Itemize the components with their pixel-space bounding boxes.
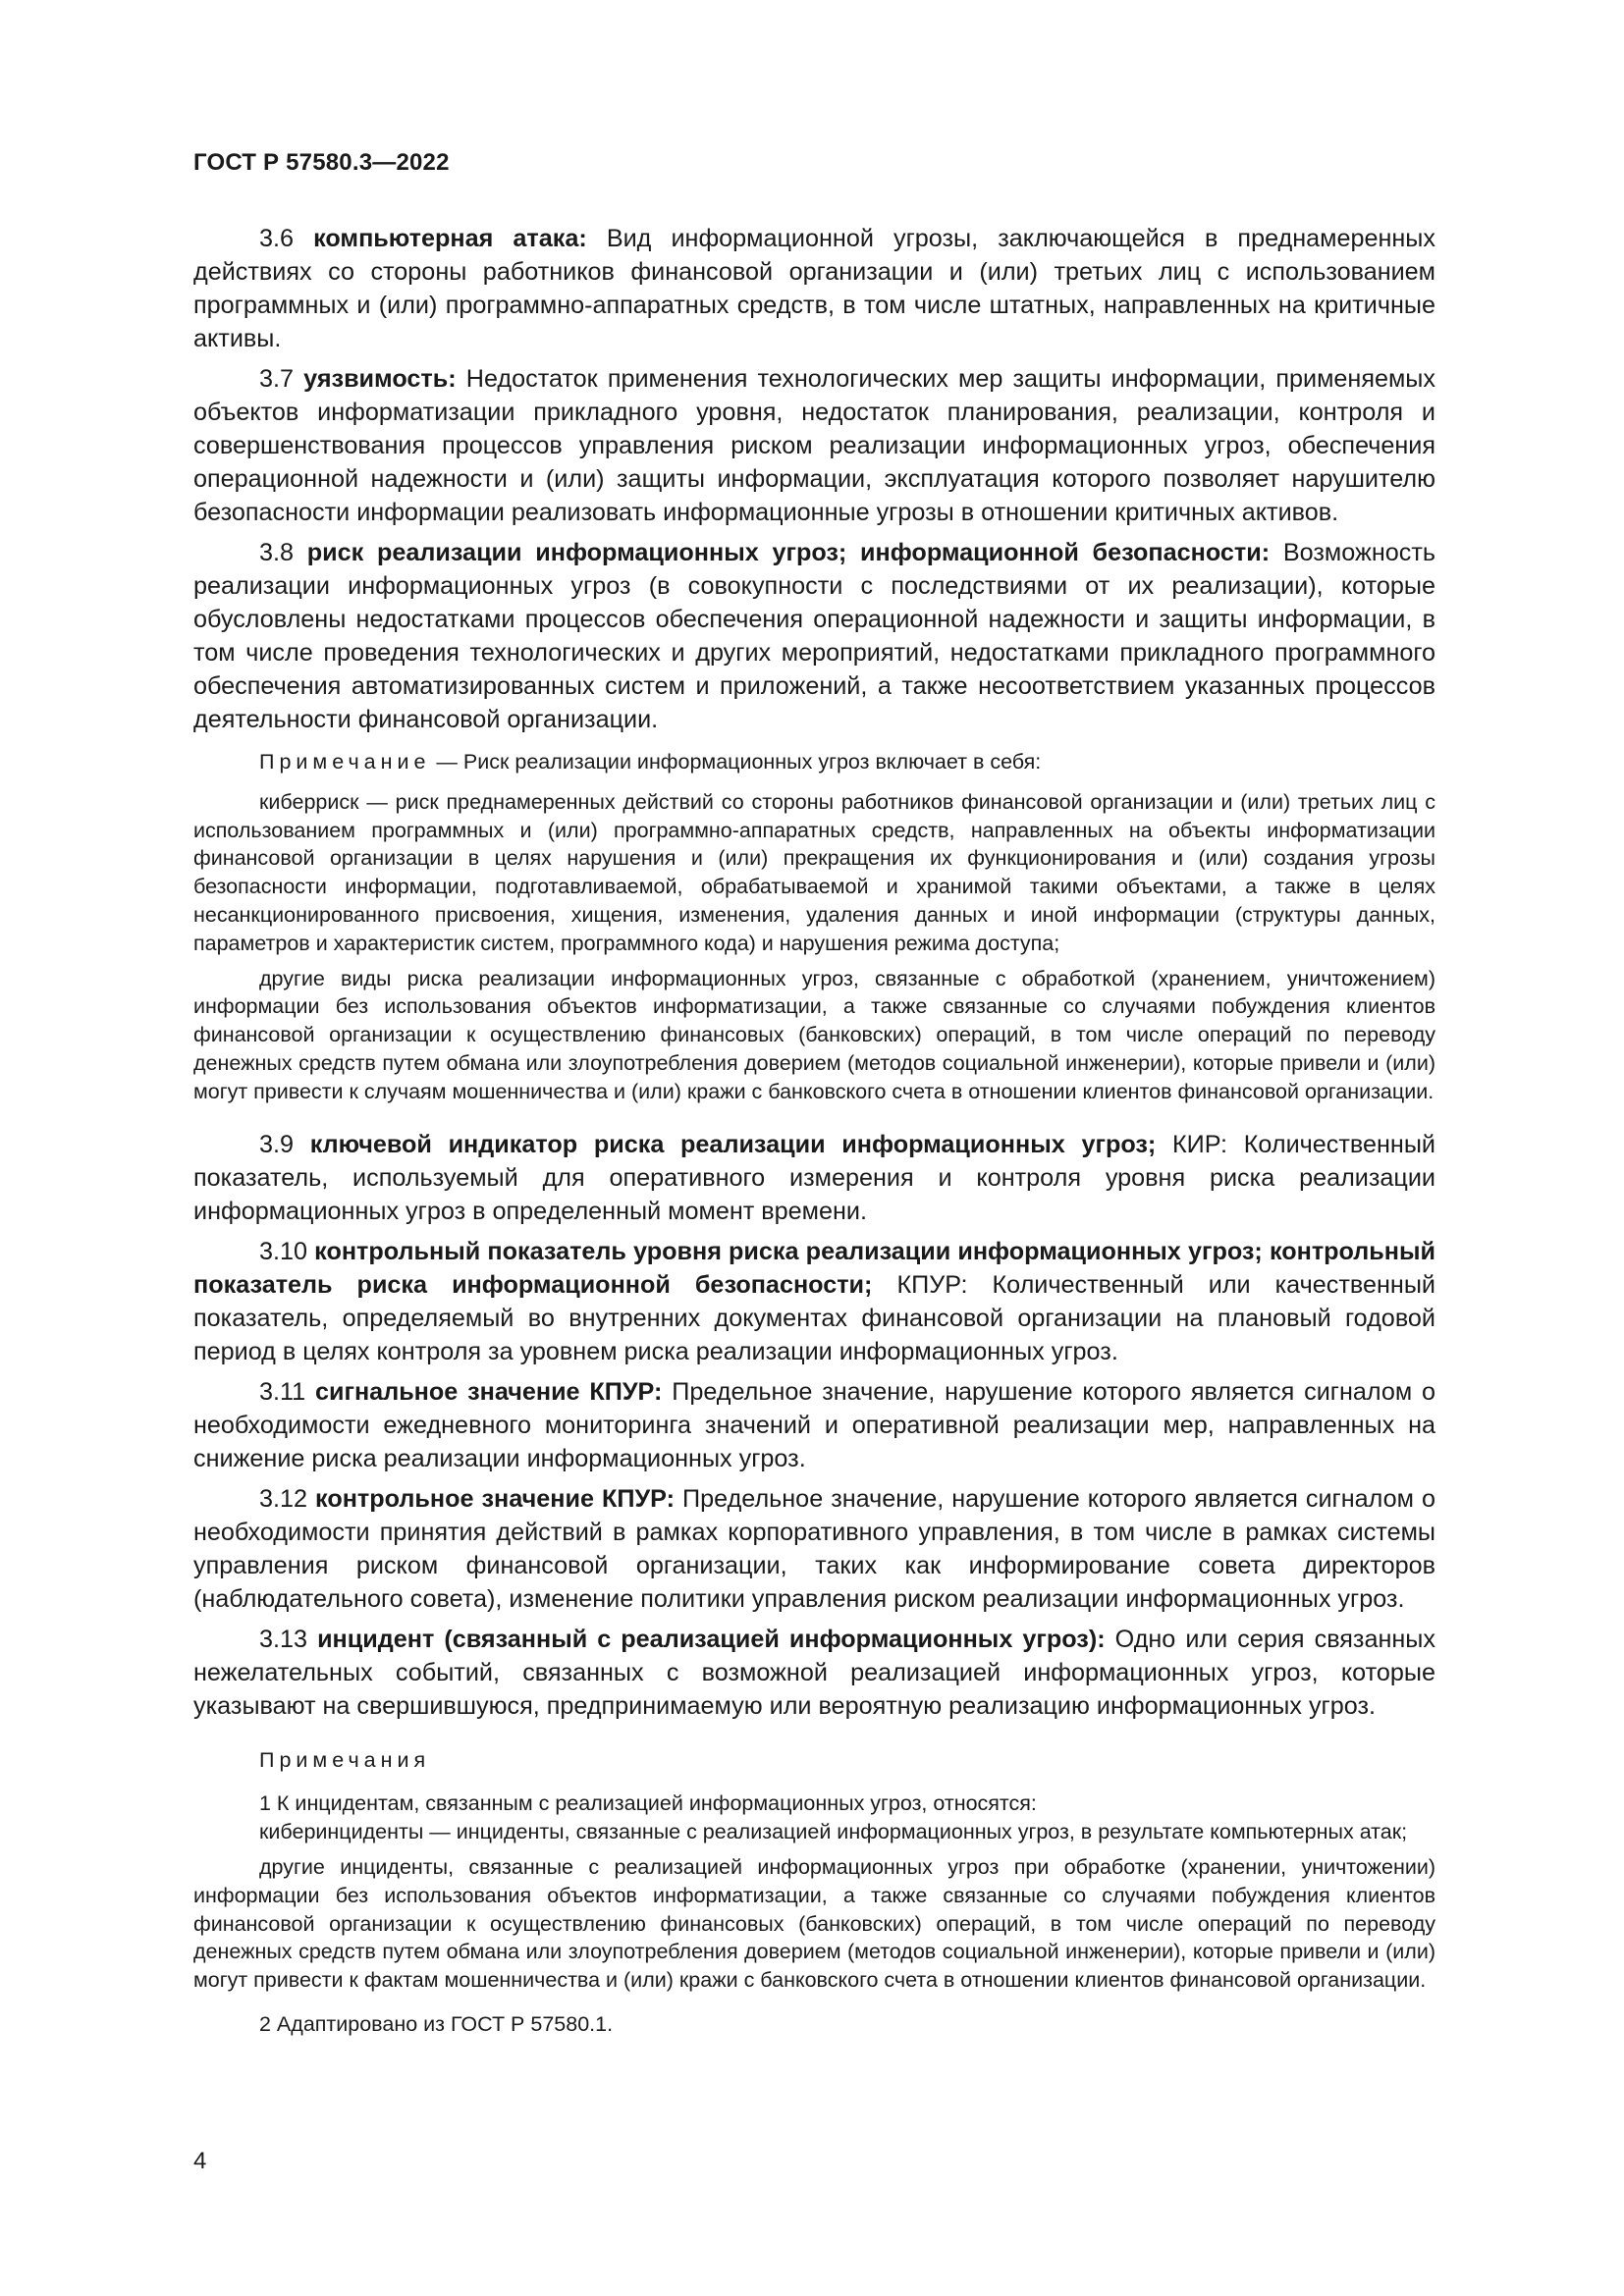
- term: сигнальное значение КПУР:: [314, 1377, 663, 1406]
- term: контрольный показатель уровня риска реализации информационных угроз; контрольный показатель риска информационной безопасности;: [193, 1237, 1435, 1299]
- note-risk: Примечание — Риск реализации информационных угроз включает в себя:: [259, 750, 1042, 774]
- document-body: [193, 222, 1435, 2039]
- term: уязвимость:: [303, 365, 457, 393]
- term: ключевой индикатор риска реализации информационных угроз;: [309, 1130, 1157, 1158]
- term: компьютерная атака:: [313, 225, 587, 252]
- note-incidents-1b: другие инциденты, связанные с реализацией информационных угроз при обработке (хранении, уничтожении) информации без использования объектов информатизации, а также связанные со случаями побуждения клиентов финансовой организации к осуществлению финансовых (банковских) операций, в том числе операций по переводу денежных средств путем обмана или злоупотребления доверием (методов социальной инженерии), которые привели и (или) могут привести к фактам мошенничества и (или) кражи с банковского счета в отношении клиентов финансовой организации.: [193, 1854, 1435, 1993]
- definition-3-6: 3.6 компьютерная атака: Вид информационной угрозы, заключающейся в преднамеренных действиях со стороны работников финансовой организации и (или) третьих лиц с использованием программных и (или) программно-аппаратных средств, в том числе штатных, направленных на критичные активы.: [193, 225, 1436, 352]
- term: контрольное значение КПУР:: [315, 1484, 675, 1513]
- document-header: ГОСТ Р 57580.3—2022: [193, 149, 450, 176]
- note-incidents-2: 2 Адаптировано из ГОСТ Р 57580.1.: [259, 2011, 614, 2036]
- definition-3-10: 3.10 контрольный показатель уровня риска реализации информационных угроз; контрольный показатель риска информационной безопасности; КПУР: Количественный или качественный показатель, определяемый во внутренних документах финансовой организации на плановый годовой период в целях контроля за уровнем риска реализации информационных угроз.: [193, 1237, 1435, 1365]
- note-incidents-1: 1 К инцидентам, связанным с реализацией информационных угроз, относятся:: [259, 1791, 1037, 1816]
- definition-3-8: 3.8 риск реализации информационных угроз; информационной безопасности: Возможность реализации информационных угроз (в совокупности с последствиями от их реализации), которые обусловлены недостатками процессов обеспечения операционной надежности и защиты информации, в том числе проведения технологических и других мероприятий, недостатками прикладного программного обеспечения автоматизированных систем и приложений, а также несоответствием указанных процессов деятельности финансовой организации.: [193, 539, 1435, 733]
- definition-3-7: 3.7 уязвимость: Недостаток применения технологических мер защиты информации, применяемых объектов информатизации прикладного уровня, недостаток планирования, реализации, контроля и совершенствования процессов управления риском реализации информационных угроз, обеспечения операционной надежности и (или) защиты информации, эксплуатация которого позволяет нарушителю безопасности информации реализовать информационные угрозы в отношении критичных активов.: [193, 365, 1435, 526]
- notes-label: Примечания: [259, 1747, 431, 1772]
- definition-3-9: 3.9 ключевой индикатор риска реализации информационных угроз; КИР: Количественный показатель, используемый для оперативного измерения и контроля уровня риска реализации информационных угроз в определенный момент времени.: [193, 1130, 1435, 1225]
- note-risk-para-1: киберриск — риск преднамеренных действий со стороны работников финансовой организации и (или) третьих лиц с использованием программных и (или) программно-аппаратных средств, направленных на объекты информатизации финансовой организации в целях нарушения и (или) прекращения их функционирования и (или) создания угрозы безопасности информации, подготавливаемой, обрабатываемой и хранимой такими объектами, а также в целях несанкционированного присвоения, хищения, изменения, удаления данных и иной информации (структуры данных, параметров и характеристик систем, программного кода) и нарушения режима доступа;: [193, 789, 1435, 955]
- note-label: Примечание: [259, 750, 431, 774]
- definition-3-12: 3.12 контрольное значение КПУР: Предельное значение, нарушение которого является сигналом о необходимости принятия действий в рамках корпоративного управления, в том числе в рамках системы управления риском финансовой организации, таких как информирование совета директоров (наблюдательного совета), изменение политики управления риском реализации информационных угроз.: [193, 1484, 1435, 1613]
- term: инцидент (связанный с реализацией информационных угроз):: [317, 1625, 1106, 1653]
- note-risk-para-2: другие виды риска реализации информационных угроз, связанные с обработкой (хранением, уничтожением) информации без использования объектов информатизации, а также связанные со случаями побуждения клиентов финансовой организации к осуществлению финансовых (банковских) операций, в том числе операций по переводу денежных средств путем обмана или злоупотребления доверием (методов социальной инженерии), которые привели и (или) могут привести к случаям мошенничества и (или) кражи с банковского счета в отношении клиентов финансовой организации.: [193, 966, 1435, 1103]
- definition-3-13: 3.13 инцидент (связанный с реализацией информационных угроз): Одно или серия связанных нежелательных событий, связанных с возможной реализацией информационных угроз, которые указывают на свершившуюся, предпринимаемую или вероятную реализацию информационных угроз.: [193, 1625, 1435, 1720]
- term: риск реализации информационных угроз; информационной безопасности:: [306, 539, 1271, 566]
- note-incidents-1a: киберинциденты — инциденты, связанные с реализацией информационных угроз, в результате компьютерных атак;: [259, 1820, 1408, 1844]
- definition-3-11: 3.11 сигнальное значение КПУР: Предельное значение, нарушение которого является сигналом о необходимости ежедневного мониторинга значений и оперативной реализации мер, направленных на снижение риска реализации информационных угроз.: [193, 1377, 1435, 1472]
- page-number: 4: [193, 2148, 207, 2174]
